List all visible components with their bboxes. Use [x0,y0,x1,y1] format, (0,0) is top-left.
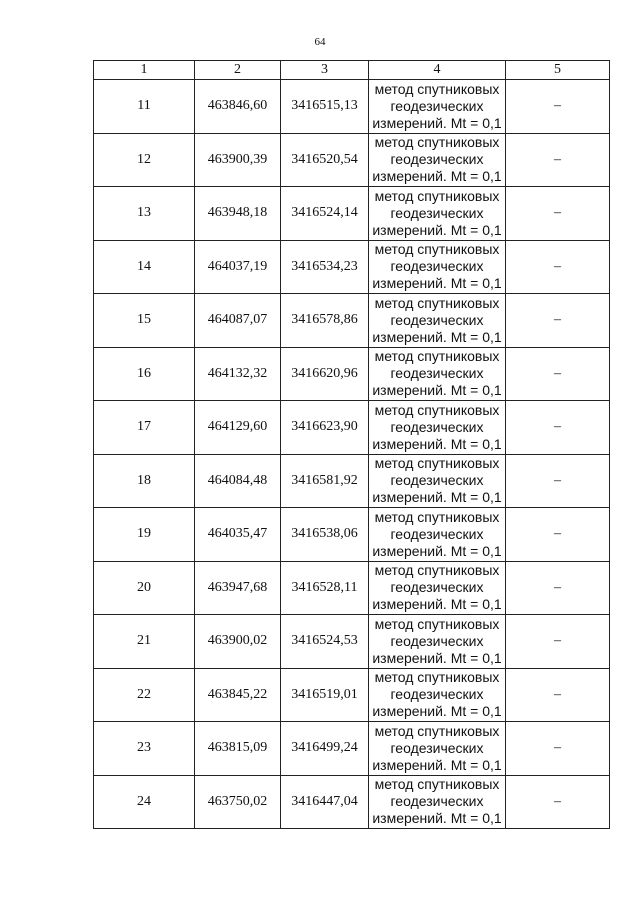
method-text-line: геодезических [390,739,484,756]
method-text-line: измерений. Mt = 0,1 [372,435,502,452]
description-cell: – [506,347,610,401]
description-cell: – [506,508,610,562]
method-text-line: измерений. Mt = 0,1 [372,542,502,559]
method-cell [369,294,506,348]
description-cell: – [506,80,610,134]
method-text-line: метод спутниковых [374,241,500,258]
method-cell [369,187,506,241]
point-number-cell: 24 [94,775,195,829]
table-row [94,133,610,187]
method-text-line: метод спутниковых [374,134,500,151]
method-text-line: геодезических [390,418,484,435]
y-coordinate-cell: 3416538,06 [281,508,369,562]
method-text-line: измерений. Mt = 0,1 [372,221,502,238]
column-header: 1 [94,61,195,80]
y-coordinate-cell: 3416515,13 [281,80,369,134]
y-coordinate-cell: 3416528,11 [281,561,369,615]
table-header-row [94,61,610,80]
method-cell [369,240,506,294]
x-coordinate-cell: 464037,19 [195,240,281,294]
method-cell [369,722,506,776]
table-body [94,80,610,829]
method-text-line: геодезических [390,686,484,703]
method-cell [369,80,506,134]
y-coordinate-cell: 3416519,01 [281,668,369,722]
method-text-line: геодезических [390,151,484,168]
method-text-line: измерений. Mt = 0,1 [372,328,502,345]
table-row [94,668,610,722]
method-text-line: геодезических [390,472,484,489]
method-text-line: измерений. Mt = 0,1 [372,275,502,292]
description-cell: – [506,401,610,455]
point-number-cell: 16 [94,347,195,401]
x-coordinate-cell: 463900,02 [195,615,281,669]
method-text-line: измерений. Mt = 0,1 [372,168,502,185]
method-text-line: измерений. Mt = 0,1 [372,114,502,131]
description-cell: – [506,133,610,187]
page-number: 64 [314,36,326,48]
table-row [94,722,610,776]
y-coordinate-cell: 3416447,04 [281,775,369,829]
description-cell: – [506,722,610,776]
method-cell [369,775,506,829]
method-text-line: измерений. Mt = 0,1 [372,489,502,506]
y-coordinate-cell: 3416520,54 [281,133,369,187]
method-cell [369,133,506,187]
method-text-line: геодезических [390,258,484,275]
method-text-line: метод спутниковых [374,80,500,97]
description-cell: – [506,454,610,508]
method-cell [369,668,506,722]
y-coordinate-cell: 3416581,92 [281,454,369,508]
method-text-line: геодезических [390,579,484,596]
x-coordinate-cell: 463947,68 [195,561,281,615]
y-coordinate-cell: 3416620,96 [281,347,369,401]
method-text-line: геодезических [390,793,484,810]
method-text-line: измерений. Mt = 0,1 [372,756,502,773]
method-text-line: измерений. Mt = 0,1 [372,703,502,720]
x-coordinate-cell: 463948,18 [195,187,281,241]
method-text-line: измерений. Mt = 0,1 [372,596,502,613]
column-header: 2 [195,61,281,80]
y-coordinate-cell: 3416499,24 [281,722,369,776]
y-coordinate-cell: 3416524,14 [281,187,369,241]
point-number-cell: 19 [94,508,195,562]
coordinates-table [93,60,610,829]
method-text-line: измерений. Mt = 0,1 [372,382,502,399]
method-cell [369,454,506,508]
description-cell: – [506,561,610,615]
table-row [94,80,610,134]
point-number-cell: 20 [94,561,195,615]
y-coordinate-cell: 3416534,23 [281,240,369,294]
point-number-cell: 18 [94,454,195,508]
table-row [94,615,610,669]
y-coordinate-cell: 3416623,90 [281,401,369,455]
point-number-cell: 13 [94,187,195,241]
x-coordinate-cell: 464087,07 [195,294,281,348]
description-cell: – [506,294,610,348]
x-coordinate-cell: 463815,09 [195,722,281,776]
method-text-line: метод спутниковых [374,669,500,686]
method-text-line: геодезических [390,632,484,649]
point-number-cell: 21 [94,615,195,669]
y-coordinate-cell: 3416578,86 [281,294,369,348]
method-text-line: метод спутниковых [374,562,500,579]
point-number-cell: 15 [94,294,195,348]
method-text-line: метод спутниковых [374,508,500,525]
description-cell: – [506,240,610,294]
method-cell [369,508,506,562]
table-row [94,187,610,241]
method-text-line: метод спутниковых [374,187,500,204]
description-cell: – [506,615,610,669]
table-row [94,454,610,508]
method-cell [369,561,506,615]
x-coordinate-cell: 464035,47 [195,508,281,562]
x-coordinate-cell: 463900,39 [195,133,281,187]
method-text-line: метод спутниковых [374,294,500,311]
table-row [94,508,610,562]
point-number-cell: 12 [94,133,195,187]
method-text-line: метод спутниковых [374,348,500,365]
point-number-cell: 11 [94,80,195,134]
table-row [94,561,610,615]
description-cell: – [506,187,610,241]
table-row [94,775,610,829]
table-row [94,294,610,348]
method-text-line: геодезических [390,97,484,114]
method-text-line: геодезических [390,365,484,382]
table-row [94,401,610,455]
column-header: 4 [369,61,506,80]
table-row [94,347,610,401]
table-row [94,240,610,294]
x-coordinate-cell: 463750,02 [195,775,281,829]
method-text-line: метод спутниковых [374,776,500,793]
method-text-line: геодезических [390,311,484,328]
method-text-line: измерений. Mt = 0,1 [372,649,502,666]
column-header: 3 [281,61,369,80]
y-coordinate-cell: 3416524,53 [281,615,369,669]
x-coordinate-cell: 464129,60 [195,401,281,455]
method-cell [369,615,506,669]
method-text-line: метод спутниковых [374,722,500,739]
x-coordinate-cell: 463846,60 [195,80,281,134]
x-coordinate-cell: 463845,22 [195,668,281,722]
point-number-cell: 23 [94,722,195,776]
point-number-cell: 14 [94,240,195,294]
method-cell [369,347,506,401]
point-number-cell: 22 [94,668,195,722]
method-text-line: метод спутниковых [374,401,500,418]
method-cell [369,401,506,455]
method-text-line: геодезических [390,204,484,221]
method-text-line: измерений. Mt = 0,1 [372,810,502,827]
description-cell: – [506,775,610,829]
x-coordinate-cell: 464084,48 [195,454,281,508]
method-text-line: метод спутниковых [374,615,500,632]
method-text-line: метод спутниковых [374,455,500,472]
point-number-cell: 17 [94,401,195,455]
x-coordinate-cell: 464132,32 [195,347,281,401]
method-text-line: геодезических [390,525,484,542]
description-cell: – [506,668,610,722]
column-header: 5 [506,61,610,80]
